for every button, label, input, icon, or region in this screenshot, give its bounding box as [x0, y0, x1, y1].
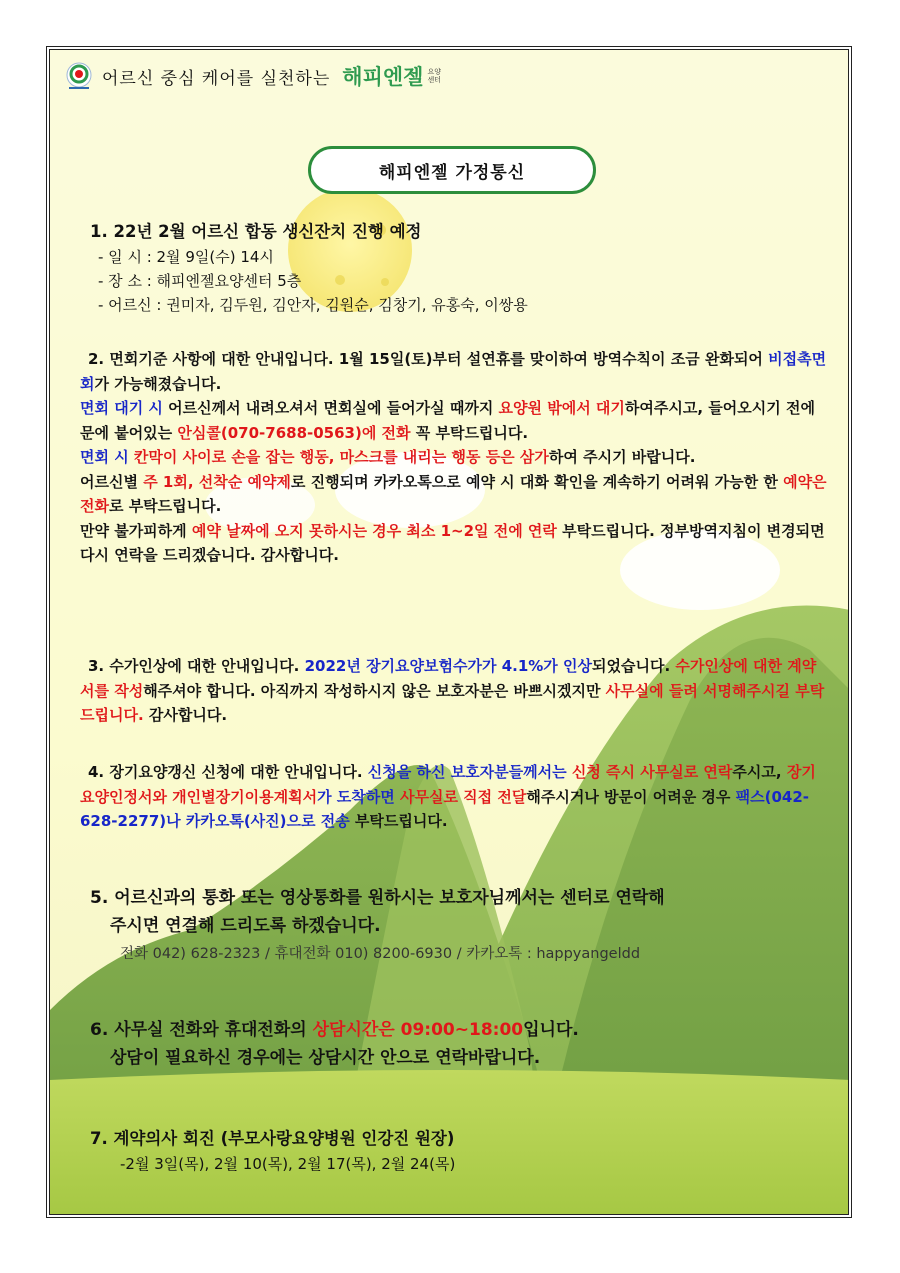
text-run: 면회 시: [80, 448, 129, 466]
brand-sub-line: 요양: [427, 68, 441, 76]
brand-sub-line: 센터: [427, 76, 441, 84]
section-6: [90, 1016, 838, 1072]
section-5: [90, 884, 838, 967]
text-run: 신청을 하신 보호자분들께서는: [367, 763, 567, 781]
text-run: 팩스(042-628-2277)나 카카오톡(사진)으로 전송: [80, 787, 809, 830]
section-7: [90, 1127, 838, 1176]
header-bar: [64, 60, 441, 92]
text-run: 상담시간은 09:00~18:00: [312, 1020, 524, 1040]
text-run: 꼭 부탁드립니다.: [410, 423, 529, 442]
text-run: 가 가능해졌습니다.: [94, 374, 222, 393]
section-2: [80, 347, 828, 568]
consult-note: 상담이 필요하신 경우에는 상담시간 안으로 연락바랍니다.: [110, 1048, 541, 1068]
text-run: 요양원 밖에서 대기: [498, 399, 625, 417]
text-run: 주 1회, 선착순 예약제: [143, 472, 291, 491]
text-run: 입니다.: [523, 1020, 579, 1040]
consult-hours-line: [90, 1016, 838, 1044]
visit-paragraph-4: [80, 470, 828, 519]
brand-name: 해피엔젤: [342, 65, 424, 89]
brand-sub: [427, 68, 441, 84]
text-run: 6. 사무실 전화와 휴대전화의: [90, 1020, 313, 1040]
newsletter-title: 해피엔젤 가정통신: [308, 146, 596, 194]
brand-logo: [342, 61, 441, 91]
text-run: 비접촉면회: [80, 350, 827, 393]
text-run: 하여주시고, 들어오시기 전에 문에 붙어있는: [80, 399, 815, 442]
text-run: 장기요양인정서와 개인별장기이용계획서: [80, 763, 816, 806]
text-run: 예약 날짜에 오지 못하시는 경우 최소 1~2일 전에 연락: [191, 521, 557, 540]
text-run: 부탁드립니다.: [349, 812, 448, 830]
section-1-heading: 1. 22년 2월 어르신 합동 생신잔치 진행 예정: [90, 222, 422, 241]
smile-emblem-icon: [64, 61, 94, 91]
text-run: 면회 대기 시: [80, 399, 163, 417]
call-request-line-2: 주시면 연결해 드리도록 하겠습니다.: [110, 916, 381, 936]
section-3: [80, 654, 828, 728]
text-run: 부탁드립니다. 정부방역지침이 변경되면 다시 연락을 드리겠습니다. 감사합니다.: [80, 521, 825, 564]
call-request-line-1: 5. 어르신과의 통화 또는 영상통화를 원하시는 보호자님께서는 센터로 연락해: [90, 888, 665, 908]
text-run: 예약은 전화: [80, 472, 827, 515]
visit-paragraph-5: [80, 519, 828, 568]
visit-paragraph-1: [80, 347, 828, 396]
text-run: 주시고,: [732, 763, 787, 781]
text-run: 3. 수가인상에 대한 안내입니다.: [88, 657, 305, 675]
text-run: 2022년 장기요양보험수가가 4.1%가 인상: [304, 657, 592, 675]
event-date: - 일 시 : 2월 9일(수) 14시: [98, 247, 274, 266]
text-run: 사무실에 들려 서명해주시길 부탁드립니다.: [80, 681, 825, 724]
text-run: 해주시거나 방문이 어려운 경우: [526, 787, 736, 806]
text-run: 로 진행되며 카카오톡으로 예약 시 대화 확인을 계속하기 어려워 가능한 한: [290, 472, 784, 491]
newsletter-page: [49, 49, 849, 1215]
text-run: 칸막이 사이로 손을 잡는 행동, 마스크를 내리는 행동 등은 삼가: [128, 448, 549, 466]
doctor-visit-dates: -2월 3일(목), 2월 10(목), 2월 17(목), 2월 24(목): [120, 1154, 456, 1173]
text-run: 해주셔야 합니다. 아직까지 작성하시지 않은 보호자분은 바쁘시겠지만: [143, 681, 606, 700]
contact-info: 전화 042) 628-2323 / 휴대전화 010) 8200-6930 / 카카오톡 : happyangeldd: [120, 946, 641, 962]
event-attendees: - 어르신 : 권미자, 김두원, 김안자, 김원순, 김창기, 유홍숙, 이쌍용: [98, 295, 528, 314]
slogan-text: 어르신 중심 케어를 실천하는: [102, 68, 331, 89]
event-place: - 장 소 : 해피엔젤요양센터 5층: [98, 271, 302, 290]
text-run: 로 부탁드립니다.: [108, 497, 222, 515]
text-run: 2. 면회기준 사항에 대한 안내입니다. 1월 15일(토)부터 설연휴를 맞이하여 방역수칙이 조금 완화되어: [88, 350, 769, 368]
text-run: 어르신별: [80, 472, 144, 491]
text-run: 사무실로 직접 전달: [399, 787, 527, 806]
visit-paragraph-3: [80, 445, 828, 470]
section-7-heading: 7. 계약의사 회진 (부모사랑요양병원 인강진 원장): [90, 1129, 455, 1148]
section-4: [80, 760, 828, 834]
visit-paragraph-2: [80, 396, 828, 445]
text-run: 만약 불가피하게: [80, 521, 192, 540]
text-run: 4. 장기요양갱신 신청에 대한 안내입니다.: [88, 763, 368, 781]
text-run: 신청 즉시 사무실로 연락: [566, 763, 733, 781]
text-run: 수가인상에 대한 계약서를 작성: [80, 657, 817, 700]
text-run: 되었습니다.: [592, 657, 676, 675]
text-run: 어르신께서 내려오셔서 면회실에 들어가실 때까지: [162, 399, 499, 417]
text-run: 하여 주시기 바랍니다.: [548, 448, 696, 466]
text-run: 안심콜(070-7688-0563)에 전화: [177, 423, 411, 442]
text-run: 감사합니다.: [143, 706, 228, 724]
section-1: [90, 220, 838, 317]
text-run: 가 도착하면: [317, 787, 400, 806]
